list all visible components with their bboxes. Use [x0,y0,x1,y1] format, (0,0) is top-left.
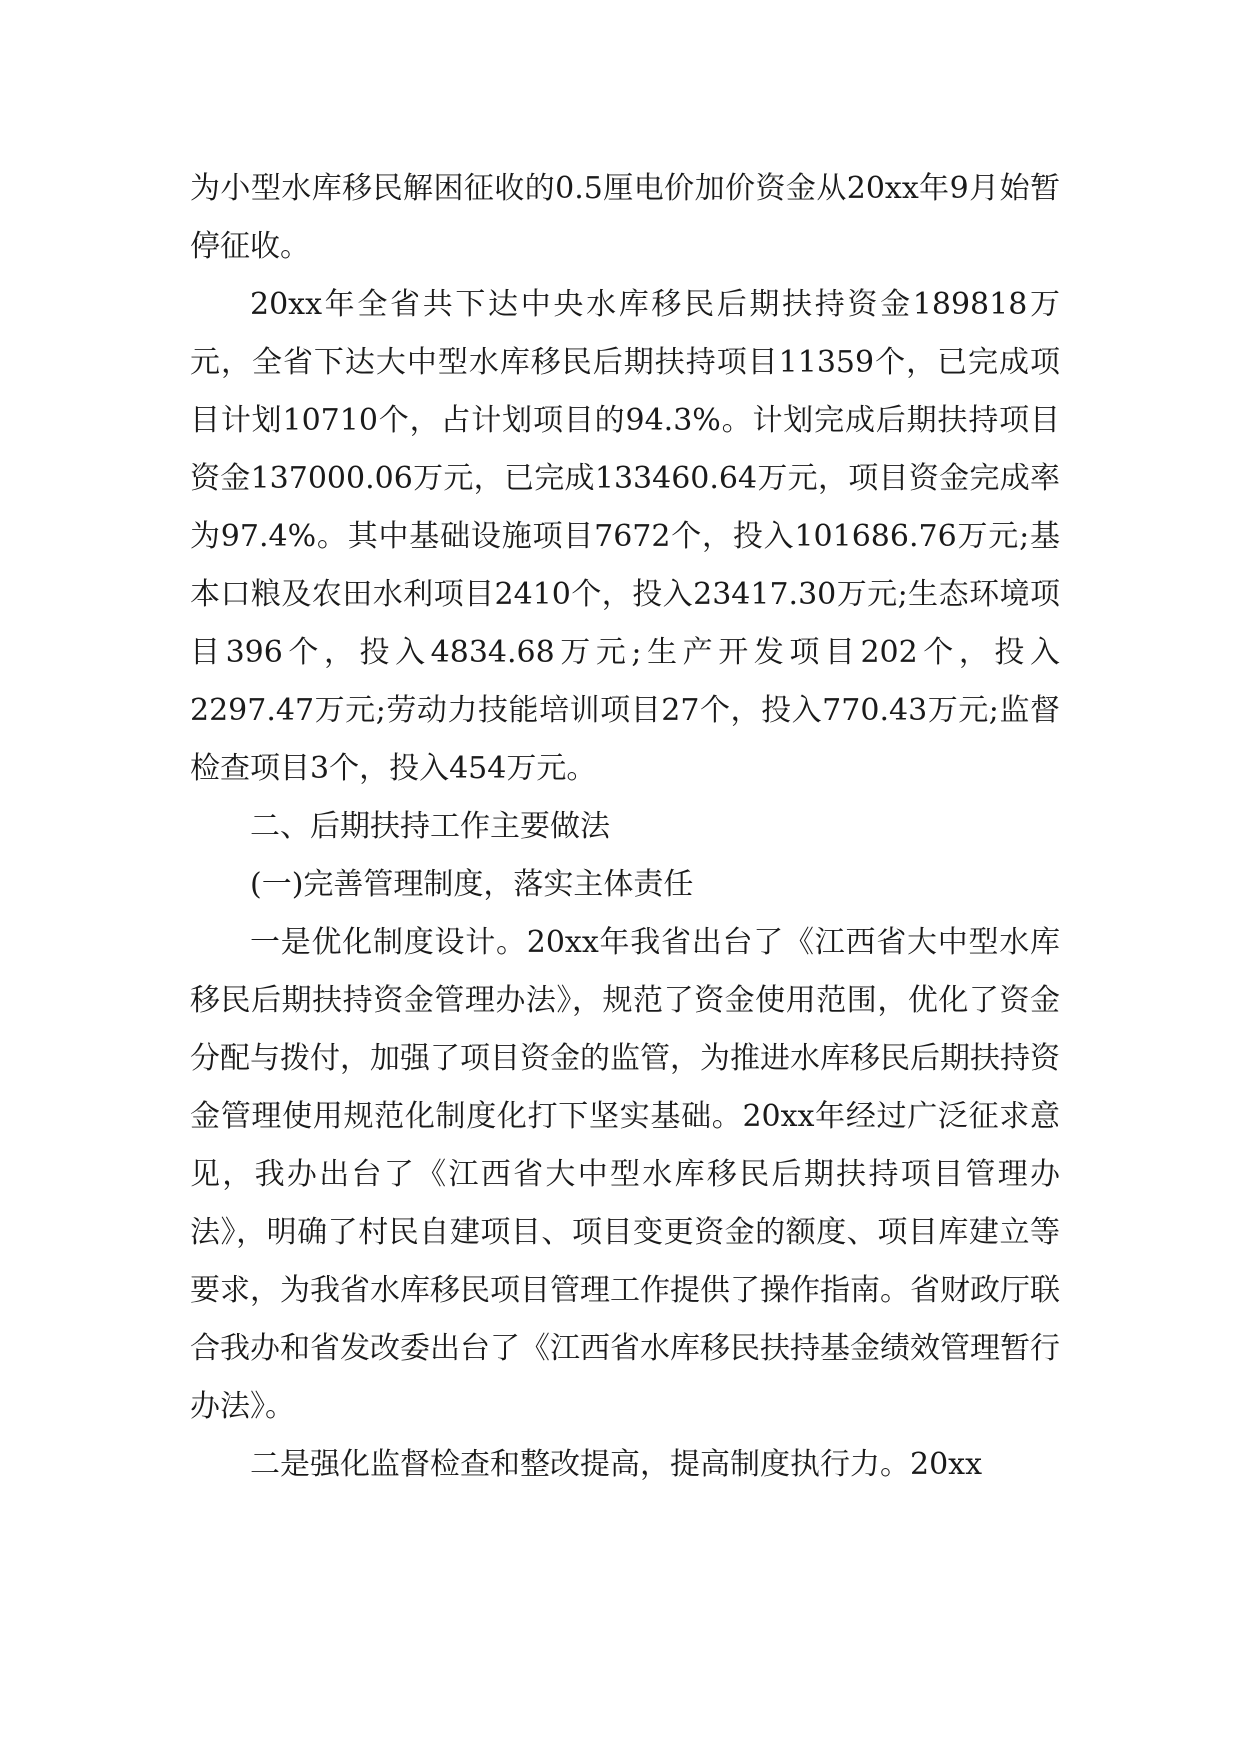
paragraph-funding-summary: 20xx年全省共下达中央水库移民后期扶持资金189818万元，全省下达大中型水库移民后期扶持项目11359个，已完成项目计划10710个，占计划项目的94.3%。计划完成后期扶持项目资金137000.06万元，已完成133460.64万元，项目资金完成率为97.4%。其中基础设施项目7672个，投入101686.76万元;基本口粮及农田水利项目2410个，投入23417.30万元;生态环境项目396个，投入4834.68万元;生产开发项目202个，投入2297.47万元;劳动力技能培训项目27个，投入770.43万元;监督检查项目3个，投入454万元。 [190,287,1060,786]
paragraph-supervision: 二是强化监督检查和整改提高，提高制度执行力。20xx [250,1447,983,1482]
document-body [190,160,1060,1494]
paragraph-policy-design: 一是优化制度设计。20xx年我省出台了《江西省大中型水库移民后期扶持资金管理办法》，规范了资金使用范围，优化了资金分配与拨付，加强了项目资金的监管，为推进水库移民后期扶持资金管理使用规范化制度化打下坚实基础。20xx年经过广泛征求意见，我办出台了《江西省大中型水库移民后期扶持项目管理办法》，明确了村民自建项目、项目变更资金的额度、项目库建立等要求，为我省水库移民项目管理工作提供了操作指南。省财政厅联合我办和省发改委出台了《江西省水库移民扶持基金绩效管理暂行办法》。 [190,925,1060,1424]
subsection-heading: (一)完善管理制度，落实主体责任 [250,867,694,902]
paragraph-continuation: 为小型水库移民解困征收的0.5厘电价加价资金从20xx年9月始暂停征收。 [190,171,1060,264]
section-heading: 二、后期扶持工作主要做法 [250,809,610,844]
